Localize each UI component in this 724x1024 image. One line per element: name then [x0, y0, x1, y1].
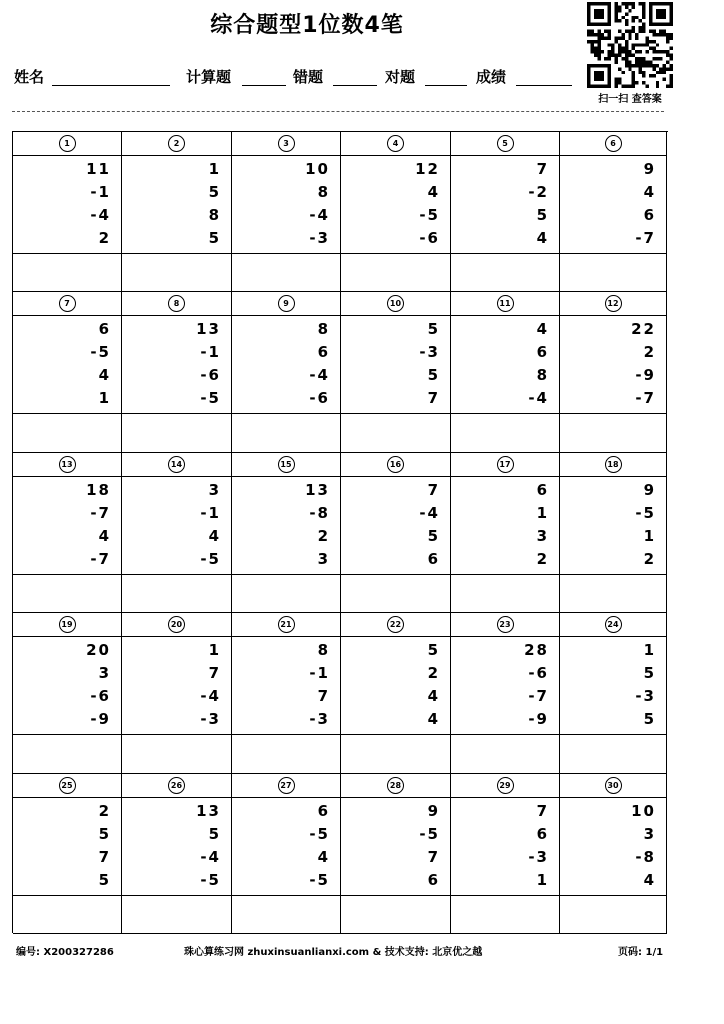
problem-term: 2 — [317, 526, 330, 545]
problem-number-badge: 21 — [278, 616, 295, 633]
problem-term: 2 — [643, 549, 656, 568]
problem-body — [341, 798, 451, 896]
problem-number-badge: 2 — [168, 135, 185, 152]
answer-box[interactable] — [232, 575, 341, 613]
problem-number-badge: 18 — [605, 456, 622, 473]
problem-header — [341, 132, 451, 156]
problem-number-badge: 13 — [59, 456, 76, 473]
problem-term: -5 — [200, 870, 221, 889]
answer-box[interactable] — [560, 735, 667, 773]
footer-page: 页码: 1/1 — [618, 947, 664, 958]
problem-number-badge: 28 — [387, 777, 404, 794]
problem-term: 5 — [98, 824, 111, 843]
answer-box[interactable] — [451, 735, 560, 773]
problem-term: 7 — [317, 687, 330, 706]
problem-number-badge: 6 — [605, 135, 622, 152]
problem-term: 2 — [427, 664, 440, 683]
problem-term: 4 — [208, 526, 221, 545]
problem-term: 5 — [427, 320, 440, 339]
answer-box[interactable] — [122, 896, 232, 934]
answer-box[interactable] — [341, 575, 451, 613]
problem-term: -3 — [635, 687, 656, 706]
problem-body — [232, 637, 341, 735]
problem-term: 10 — [305, 160, 330, 178]
page-title: 综合题型1位数4笔 — [210, 13, 404, 38]
problem-term: -7 — [635, 389, 656, 408]
problem-term: 6 — [317, 801, 330, 820]
problem-header — [232, 292, 341, 316]
problem-term: 3 — [98, 664, 111, 683]
problem-term: -9 — [90, 710, 111, 729]
problem-term: -7 — [90, 549, 111, 568]
name-blank-line — [52, 85, 170, 86]
problem-header — [232, 774, 341, 798]
problem-term: 4 — [427, 710, 440, 729]
calc-count-label: 计算题 — [186, 68, 232, 86]
problem-body — [560, 156, 667, 254]
answer-box[interactable] — [13, 254, 122, 292]
problem-term: 4 — [536, 229, 549, 247]
problem-number-badge: 22 — [387, 616, 404, 633]
problem-term: -5 — [200, 549, 221, 568]
problem-header — [560, 132, 667, 156]
problem-body — [232, 798, 341, 896]
answer-box[interactable] — [560, 254, 667, 292]
problem-term: 8 — [536, 366, 549, 385]
problem-number-badge: 14 — [168, 456, 185, 473]
problem-term: 6 — [536, 343, 549, 362]
problem-term: -7 — [90, 503, 111, 522]
answer-box[interactable] — [122, 735, 232, 773]
problem-term: 5 — [208, 183, 221, 201]
problem-term: -1 — [200, 503, 221, 522]
problem-term: -3 — [309, 710, 330, 729]
footer-serial: 编号: X200327286 — [16, 947, 114, 958]
problem-term: 2 — [643, 343, 656, 362]
problem-body — [560, 477, 667, 575]
problem-term: 13 — [305, 480, 330, 499]
problem-term: -4 — [309, 366, 330, 385]
answer-box[interactable] — [13, 575, 122, 613]
problem-term: 4 — [317, 847, 330, 866]
answer-box[interactable] — [232, 735, 341, 773]
problem-term: -4 — [419, 503, 440, 522]
problem-term: 5 — [643, 710, 656, 729]
problem-term: 4 — [427, 687, 440, 706]
calc-count-blank-line — [242, 85, 286, 86]
problem-number-badge: 19 — [59, 616, 76, 633]
problem-term: 5 — [208, 824, 221, 843]
wrong-count-blank-line — [333, 85, 377, 86]
problem-header — [122, 613, 232, 637]
problem-header — [13, 453, 122, 477]
problem-number-badge: 3 — [278, 135, 295, 152]
problem-number-badge: 16 — [387, 456, 404, 473]
problem-header — [232, 613, 341, 637]
problem-term: -5 — [419, 206, 440, 224]
problem-number-badge: 5 — [497, 135, 514, 152]
problem-body — [13, 637, 122, 735]
problem-body — [122, 798, 232, 896]
problem-term: -3 — [528, 847, 549, 866]
problem-term: 2 — [98, 801, 111, 820]
problem-body — [122, 477, 232, 575]
problem-body — [122, 156, 232, 254]
problem-body — [13, 316, 122, 414]
answer-box[interactable] — [341, 414, 451, 452]
problem-term: -7 — [528, 687, 549, 706]
problem-term: 8 — [208, 206, 221, 224]
problem-header — [341, 292, 451, 316]
right-count-label: 对题 — [385, 68, 416, 86]
problem-number-badge: 9 — [278, 295, 295, 312]
problem-term: 9 — [643, 160, 656, 178]
problem-header — [122, 132, 232, 156]
problem-header — [122, 774, 232, 798]
problem-term: -6 — [419, 229, 440, 247]
problem-number-badge: 25 — [59, 777, 76, 794]
problem-term: -8 — [635, 847, 656, 866]
problem-term: -9 — [635, 366, 656, 385]
answer-box[interactable] — [341, 254, 451, 292]
answer-box[interactable] — [560, 575, 667, 613]
problem-term: 1 — [98, 389, 111, 408]
problem-header — [560, 613, 667, 637]
problem-term: 1 — [208, 641, 221, 660]
answer-box[interactable] — [122, 254, 232, 292]
problem-body — [451, 637, 560, 735]
problem-header — [341, 774, 451, 798]
problem-body — [560, 798, 667, 896]
problem-term: 8 — [317, 641, 330, 660]
problem-term: 3 — [317, 549, 330, 568]
problem-term: 6 — [317, 343, 330, 362]
answer-box[interactable] — [13, 414, 122, 452]
problem-header — [451, 613, 560, 637]
problem-term: 7 — [208, 664, 221, 683]
problem-header — [341, 453, 451, 477]
score-label: 成绩 — [476, 68, 507, 86]
problem-body — [560, 316, 667, 414]
problem-header — [13, 292, 122, 316]
problem-header — [560, 292, 667, 316]
problem-body — [341, 637, 451, 735]
problem-term: 9 — [643, 480, 656, 499]
problem-term: 7 — [427, 847, 440, 866]
answer-box[interactable] — [232, 414, 341, 452]
right-count-field[interactable] — [385, 66, 415, 87]
problem-term: 6 — [536, 480, 549, 499]
problem-term: 1 — [643, 641, 656, 660]
problem-number-badge: 10 — [387, 295, 404, 312]
problem-term: 1 — [643, 526, 656, 545]
answer-box[interactable] — [122, 575, 232, 613]
problem-term: 2 — [536, 549, 549, 568]
problem-term: -5 — [90, 343, 111, 362]
problem-term: -4 — [200, 847, 221, 866]
problem-term: -3 — [309, 229, 330, 247]
problem-number-badge: 7 — [59, 295, 76, 312]
score-blank-line — [516, 85, 572, 86]
problem-header — [122, 292, 232, 316]
problem-term: -5 — [419, 824, 440, 843]
problem-term: -5 — [635, 503, 656, 522]
problem-number-badge: 20 — [168, 616, 185, 633]
problem-header — [560, 453, 667, 477]
problem-term: -4 — [309, 206, 330, 224]
score-field[interactable] — [476, 66, 506, 87]
problem-term: -6 — [90, 687, 111, 706]
problem-header — [122, 453, 232, 477]
answer-box[interactable] — [341, 896, 451, 934]
problem-body — [232, 477, 341, 575]
problem-term: 4 — [643, 870, 656, 889]
problem-term: 3 — [643, 824, 656, 843]
problem-term: 8 — [317, 183, 330, 201]
problem-term: 5 — [536, 206, 549, 224]
problem-body — [13, 798, 122, 896]
problem-body — [341, 316, 451, 414]
answer-box[interactable] — [451, 414, 560, 452]
problem-term: 7 — [536, 160, 549, 178]
problem-term: 6 — [427, 870, 440, 889]
name-field[interactable] — [14, 66, 44, 87]
problem-term: -5 — [309, 870, 330, 889]
wrong-count-field[interactable] — [293, 66, 323, 87]
answer-box[interactable] — [232, 896, 341, 934]
problem-term: 7 — [427, 480, 440, 499]
problem-header — [451, 774, 560, 798]
problem-term: -8 — [309, 503, 330, 522]
problem-body — [122, 316, 232, 414]
problem-number-badge: 29 — [497, 777, 514, 794]
problem-body — [560, 637, 667, 735]
problem-term: 5 — [208, 229, 221, 247]
problem-term: 13 — [196, 801, 221, 820]
problem-term: 5 — [643, 664, 656, 683]
problem-term: -5 — [200, 389, 221, 408]
qr-code[interactable] — [586, 2, 674, 88]
problem-term: 6 — [98, 320, 111, 339]
answer-box[interactable] — [13, 735, 122, 773]
problem-header — [232, 453, 341, 477]
problem-term: 5 — [427, 366, 440, 385]
problem-term: 4 — [98, 366, 111, 385]
problem-term: 2 — [98, 229, 111, 247]
problem-grid — [12, 131, 668, 933]
problem-term: 5 — [427, 526, 440, 545]
problem-term: 1 — [208, 160, 221, 178]
answer-box[interactable] — [560, 896, 667, 934]
problem-term: -4 — [200, 687, 221, 706]
answer-box[interactable] — [341, 735, 451, 773]
problem-body — [122, 637, 232, 735]
answer-box[interactable] — [122, 414, 232, 452]
problem-body — [341, 156, 451, 254]
problem-number-badge: 12 — [605, 295, 622, 312]
problem-term: -6 — [200, 366, 221, 385]
problem-term: 5 — [427, 641, 440, 660]
problem-term: -6 — [528, 664, 549, 683]
problem-term: -9 — [528, 710, 549, 729]
problem-term: -1 — [309, 664, 330, 683]
problem-term: -5 — [309, 824, 330, 843]
answer-box[interactable] — [451, 896, 560, 934]
calc-count-field[interactable] — [186, 66, 231, 87]
problem-body — [451, 316, 560, 414]
problem-body — [232, 316, 341, 414]
problem-header — [341, 613, 451, 637]
problem-body — [232, 156, 341, 254]
problem-term: 3 — [208, 480, 221, 499]
problem-number-badge: 8 — [168, 295, 185, 312]
name-label: 姓名 — [14, 68, 45, 86]
problem-number-badge: 23 — [497, 616, 514, 633]
problem-term: 8 — [317, 320, 330, 339]
wrong-count-label: 错题 — [293, 68, 324, 86]
problem-header — [13, 774, 122, 798]
footer-site: 珠心算练习网 zhuxinsuanlianxi.com & 技术支持: 北京优之越 — [184, 947, 483, 958]
problem-number-badge: 1 — [59, 135, 76, 152]
problem-header — [451, 132, 560, 156]
problem-term: -6 — [309, 389, 330, 408]
cut-line-divider — [12, 111, 664, 112]
problem-body — [13, 156, 122, 254]
problem-header — [451, 292, 560, 316]
problem-term: 6 — [536, 824, 549, 843]
problem-term: 7 — [98, 847, 111, 866]
problem-number-badge: 30 — [605, 777, 622, 794]
problem-header — [13, 613, 122, 637]
problem-header — [451, 453, 560, 477]
problem-number-badge: 26 — [168, 777, 185, 794]
problem-term: 1 — [536, 503, 549, 522]
problem-header — [232, 132, 341, 156]
problem-term: 20 — [86, 641, 111, 660]
problem-body — [341, 477, 451, 575]
problem-number-badge: 11 — [497, 295, 514, 312]
right-count-blank-line — [425, 85, 467, 86]
answer-box[interactable] — [560, 414, 667, 452]
problem-term: 22 — [631, 320, 656, 339]
problem-term: -1 — [200, 343, 221, 362]
problem-term: 10 — [631, 801, 656, 820]
problem-number-badge: 27 — [278, 777, 295, 794]
answer-box[interactable] — [13, 896, 122, 934]
answer-box[interactable] — [232, 254, 341, 292]
problem-term: 7 — [536, 801, 549, 820]
problem-number-badge: 17 — [497, 456, 514, 473]
problem-body — [451, 798, 560, 896]
problem-header — [560, 774, 667, 798]
problem-term: -2 — [528, 183, 549, 201]
problem-term: 4 — [536, 320, 549, 339]
problem-term: 12 — [415, 160, 440, 178]
problem-term: 5 — [98, 870, 111, 889]
problem-term: 7 — [427, 389, 440, 408]
student-info-row — [14, 66, 584, 90]
problem-term: 4 — [643, 183, 656, 201]
problem-term: 3 — [536, 526, 549, 545]
problem-term: -3 — [419, 343, 440, 362]
answer-box[interactable] — [451, 254, 560, 292]
problem-term: 28 — [524, 641, 549, 660]
problem-header — [13, 132, 122, 156]
problem-term: 13 — [196, 320, 221, 339]
problem-term: -4 — [90, 206, 111, 224]
qr-caption: 扫一扫 查答案 — [598, 94, 662, 105]
problem-body — [451, 156, 560, 254]
problem-term: 1 — [536, 870, 549, 889]
problem-term: 9 — [427, 801, 440, 820]
problem-body — [451, 477, 560, 575]
problem-number-badge: 15 — [278, 456, 295, 473]
problem-term: -4 — [528, 389, 549, 408]
problem-term: -3 — [200, 710, 221, 729]
problem-term: 11 — [86, 160, 111, 178]
problem-number-badge: 4 — [387, 135, 404, 152]
problem-body — [13, 477, 122, 575]
problem-term: 18 — [86, 480, 111, 499]
problem-term: -1 — [90, 183, 111, 201]
problem-term: 4 — [98, 526, 111, 545]
problem-term: 4 — [427, 183, 440, 201]
problem-term: 6 — [643, 206, 656, 224]
problem-term: -7 — [635, 229, 656, 247]
problem-number-badge: 24 — [605, 616, 622, 633]
problem-term: 6 — [427, 549, 440, 568]
answer-box[interactable] — [451, 575, 560, 613]
